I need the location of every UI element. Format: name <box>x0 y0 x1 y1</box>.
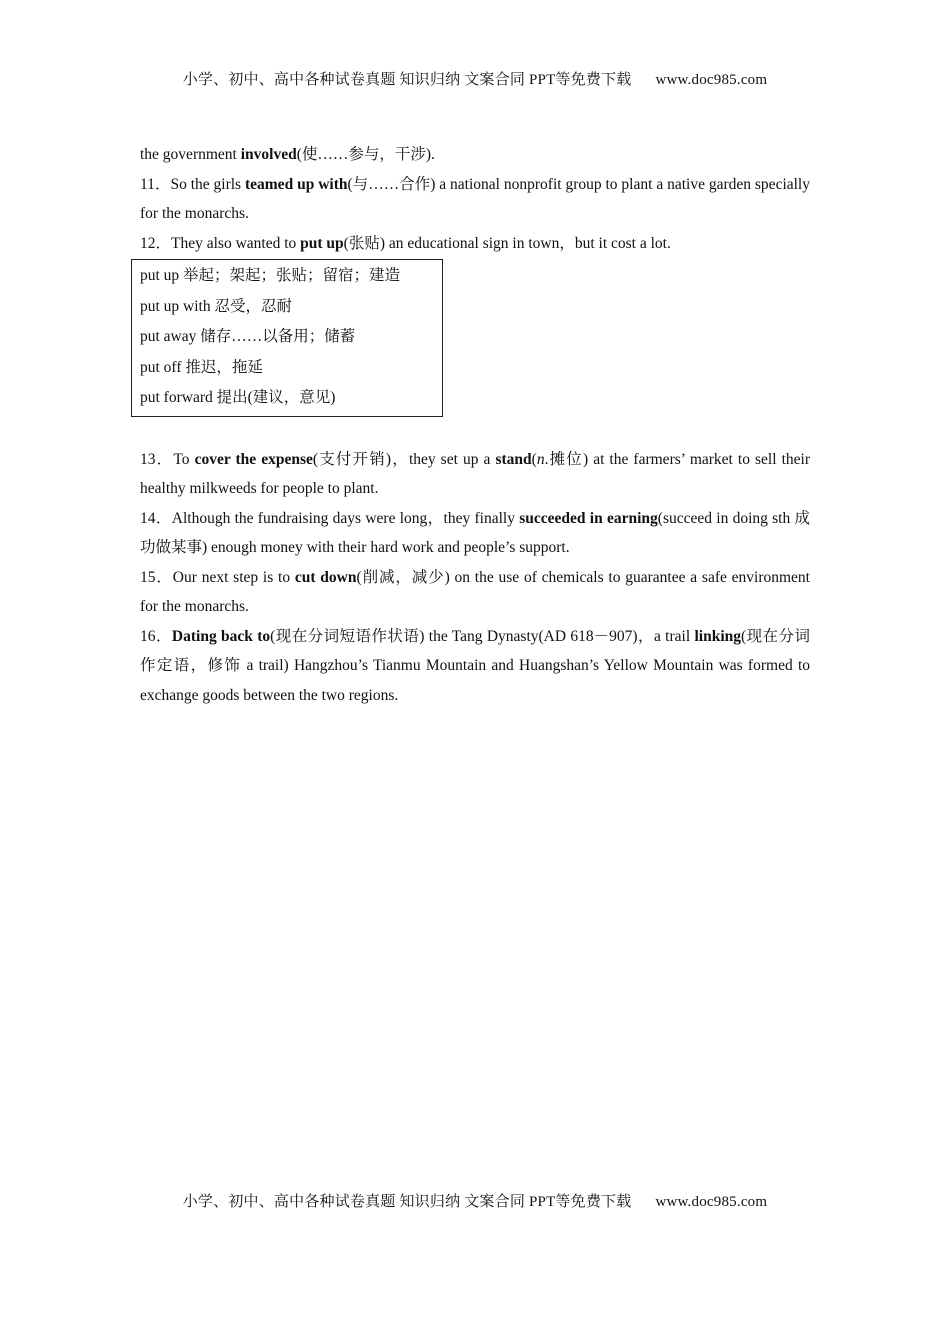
document-body <box>140 140 810 710</box>
item-16: 16．Dating back to(现在分词短语作状语) the Tang Dynasty(AD 618－907)，a trail linking(现在分词作定语，修饰 a trail) Hangzhou’s Tianmu Mountain and Huangshan’s Yellow Mountain was formed to exchange goods between the two regions. <box>140 627 810 704</box>
keyword: teamed up with <box>244 175 348 193</box>
phrase-row: put forward 提出(建议，意见) <box>140 389 336 406</box>
item-10-continued: the government involved(使……参与，干涉). <box>140 146 435 163</box>
keyword: succeeded in earning <box>519 509 658 527</box>
keyword: cut down <box>294 568 357 586</box>
keyword: stand <box>495 450 532 468</box>
item-14: 14．Although the fundraising days were long，they finally succeeded in earning(succeed in doing sth 成功做某事) enough money with their hard work and people’s support. <box>140 509 810 556</box>
phrase-row: put off 推迟，拖延 <box>140 358 263 376</box>
keyword: put up <box>300 234 344 252</box>
page-footer <box>0 1190 950 1211</box>
item-12: 12．They also wanted to put up(张贴) an educational sign in town，but it cost a lot. <box>140 234 671 252</box>
phrase-row: put away 储存……以备用；储蓄 <box>140 328 356 345</box>
keyword: involved <box>240 146 297 163</box>
footer-url[interactable]: www.doc985.com <box>655 1194 768 1210</box>
spacer <box>140 417 810 445</box>
page-header <box>0 68 950 89</box>
item-11: 11．So the girls teamed up with(与……合作) a national nonprofit group to plant a native garden specially for the monarchs. <box>140 175 810 222</box>
phrase-row: put up 举起；架起；张贴；留宿；建造 <box>140 267 401 284</box>
item-15: 15．Our next step is to cut down(削减，减少) on the use of chemicals to guarantee a safe environment for the monarchs. <box>140 568 810 615</box>
header-text: 小学、初中、高中各种试卷真题 知识归纳 文案合同 PPT等免费下载 <box>182 72 632 88</box>
header-url[interactable]: www.doc985.com <box>655 72 768 88</box>
item-13: 13．To cover the expense(支付开销)，they set up a stand(n.摊位) at the farmers’ market to sell their healthy milkweeds for people to plant. <box>140 450 811 497</box>
footer-text: 小学、初中、高中各种试卷真题 知识归纳 文案合同 PPT等免费下载 <box>182 1194 632 1210</box>
keyword: Dating back to <box>171 627 271 645</box>
phrase-box <box>131 259 443 417</box>
phrase-row: put up with 忍受，忍耐 <box>140 297 292 315</box>
part-of-speech: n <box>536 450 545 468</box>
keyword: cover the expense <box>194 450 313 468</box>
keyword: linking <box>694 627 741 645</box>
